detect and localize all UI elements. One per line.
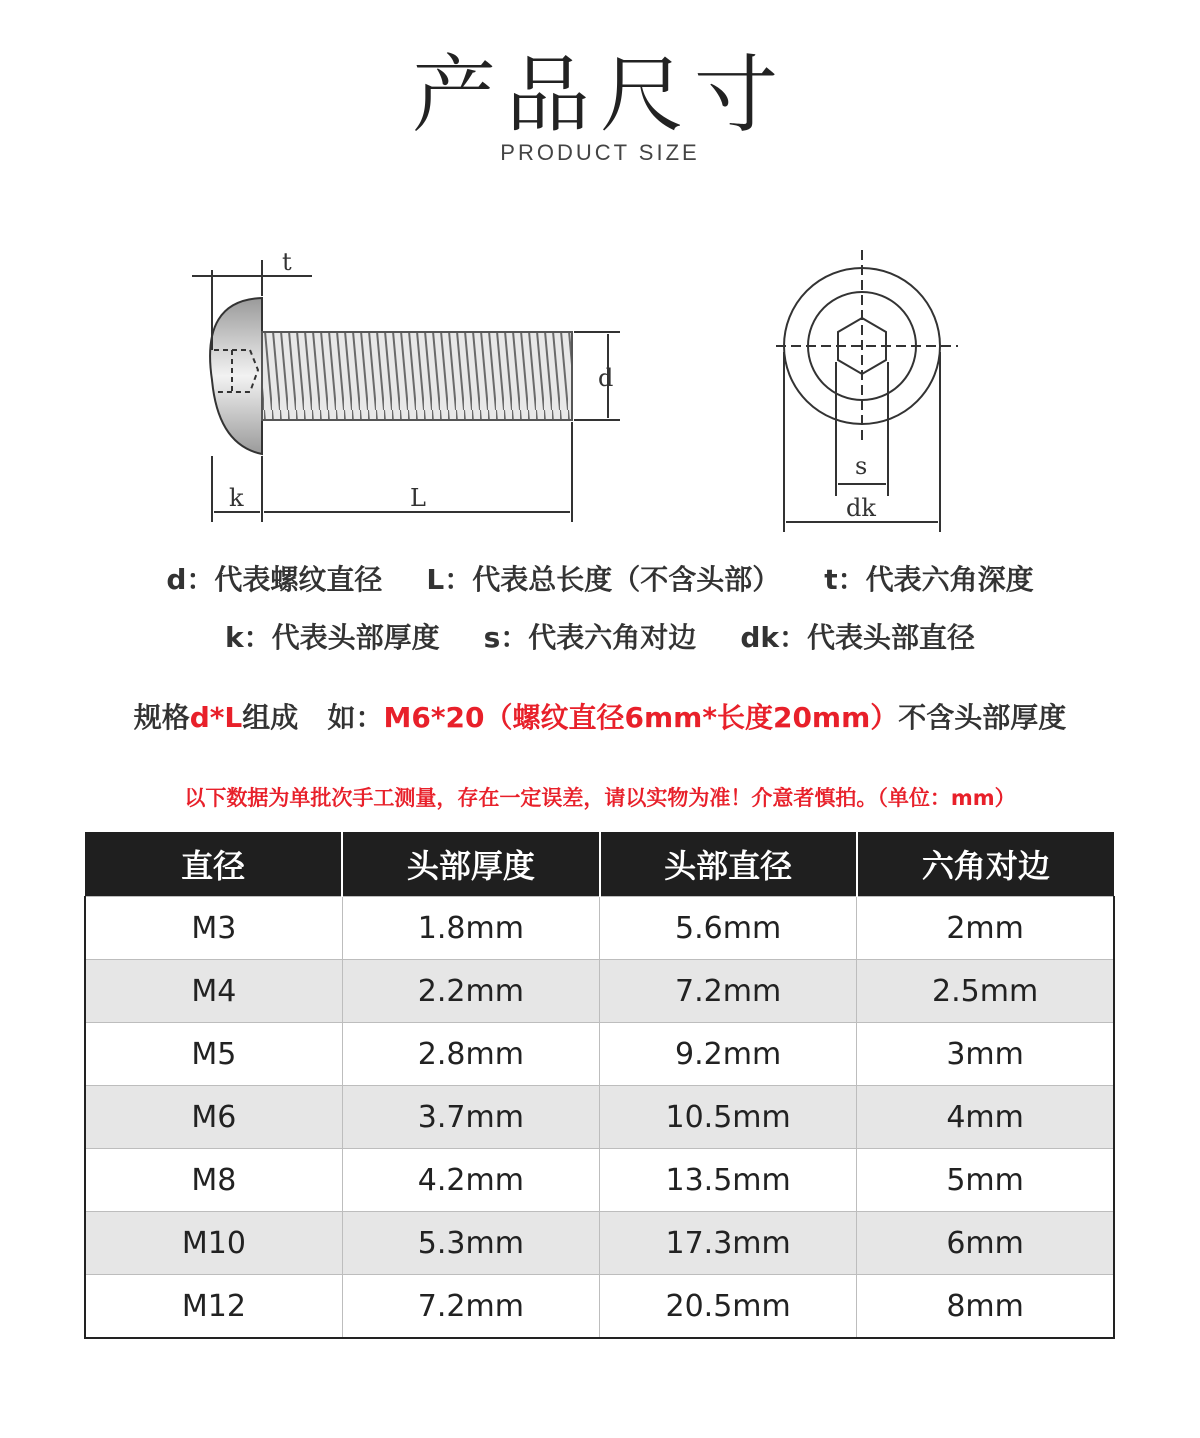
spec-line: [0, 696, 1200, 736]
cell-hex-across-flats: 6mm: [857, 1212, 1114, 1275]
header-diameter: 直径: [85, 832, 342, 897]
cell-head-thickness: 7.2mm: [342, 1275, 599, 1339]
cell-diameter: M4: [85, 960, 342, 1023]
legend-t: t：代表六角深度: [824, 563, 1034, 596]
cell-head-thickness: 2.8mm: [342, 1023, 599, 1086]
label-L: L: [410, 484, 426, 512]
page-title: 产品尺寸: [411, 46, 788, 144]
cell-head-diameter: 17.3mm: [600, 1212, 857, 1275]
header-hex-across-flats: 六角对边: [857, 832, 1114, 897]
cell-hex-across-flats: 2mm: [857, 897, 1114, 960]
label-t: t: [282, 248, 292, 276]
legend-dk: dk：代表头部直径: [740, 621, 975, 654]
spec-example-label: 如：: [327, 701, 384, 734]
table-row: [85, 1086, 1114, 1149]
header-head-diameter: 头部直径: [600, 832, 857, 897]
cell-hex-across-flats: 8mm: [857, 1275, 1114, 1339]
table-row: [85, 1023, 1114, 1086]
label-d: d: [598, 364, 614, 392]
spec-suffix: 组成: [242, 701, 299, 734]
cell-diameter: M6: [85, 1086, 342, 1149]
table-row: [85, 1212, 1114, 1275]
spec-prefix: 规格: [133, 701, 190, 734]
spec-tail: 不含头部厚度: [898, 701, 1067, 734]
cell-head-thickness: 2.2mm: [342, 960, 599, 1023]
size-table: [84, 832, 1115, 1339]
cell-head-diameter: 13.5mm: [600, 1149, 857, 1212]
measurement-note: 以下数据为单批次手工测量，存在一定误差，请以实物为准！介意者慎拍。（单位：mm）: [184, 786, 1016, 810]
label-k: k: [229, 484, 244, 512]
cell-diameter: M5: [85, 1023, 342, 1086]
cell-diameter: M12: [85, 1275, 342, 1339]
cell-diameter: M3: [85, 897, 342, 960]
screw-side-view: [192, 260, 620, 522]
cell-head-thickness: 1.8mm: [342, 897, 599, 960]
cell-head-thickness: 3.7mm: [342, 1086, 599, 1149]
cell-diameter: M8: [85, 1149, 342, 1212]
legend-k: k：代表头部厚度: [225, 621, 440, 654]
screw-top-view: [776, 250, 958, 532]
cell-hex-across-flats: 5mm: [857, 1149, 1114, 1212]
cell-head-diameter: 5.6mm: [600, 897, 857, 960]
legend-row-2: [0, 616, 1200, 656]
table-row: [85, 1149, 1114, 1212]
cell-head-thickness: 4.2mm: [342, 1149, 599, 1212]
legend-d: d：代表螺纹直径: [166, 563, 383, 596]
cell-hex-across-flats: 4mm: [857, 1086, 1114, 1149]
legend-L: L：代表总长度（不含头部）: [426, 563, 781, 596]
table-header-row: [85, 832, 1114, 897]
cell-hex-across-flats: 2.5mm: [857, 960, 1114, 1023]
screw-dimension-diagram: [0, 230, 1200, 550]
cell-diameter: M10: [85, 1212, 342, 1275]
cell-head-diameter: 20.5mm: [600, 1275, 857, 1339]
spec-example: M6*20（螺纹直径6mm*长度20mm）: [383, 701, 899, 734]
page-subtitle: PRODUCT SIZE: [500, 140, 700, 165]
table-row: [85, 1275, 1114, 1339]
cell-head-thickness: 5.3mm: [342, 1212, 599, 1275]
spec-formula: d*L: [189, 701, 243, 734]
label-dk: dk: [846, 494, 876, 522]
header-head-thickness: 头部厚度: [342, 832, 599, 897]
table-row: [85, 960, 1114, 1023]
legend-s: s：代表六角对边: [483, 621, 697, 654]
legend-row-1: [0, 558, 1200, 598]
cell-head-diameter: 9.2mm: [600, 1023, 857, 1086]
label-s: s: [855, 452, 868, 480]
table-row: [85, 897, 1114, 960]
cell-hex-across-flats: 3mm: [857, 1023, 1114, 1086]
cell-head-diameter: 10.5mm: [600, 1086, 857, 1149]
cell-head-diameter: 7.2mm: [600, 960, 857, 1023]
